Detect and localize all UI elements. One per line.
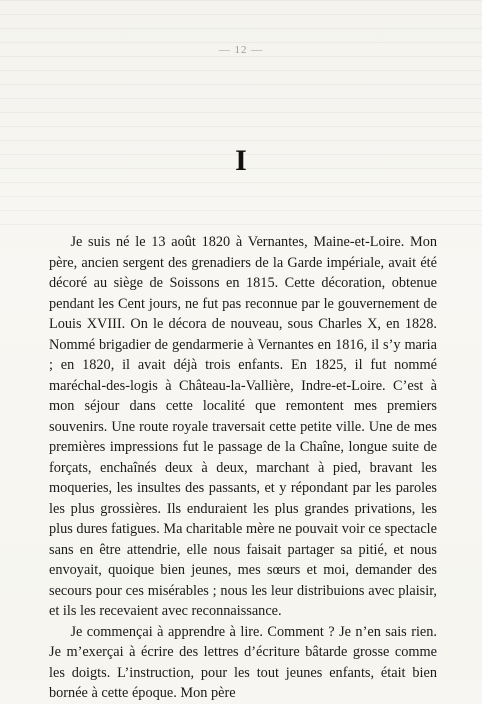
body-text bbox=[49, 232, 437, 704]
show-through-text bbox=[0, 0, 482, 230]
page-number: — 12 — bbox=[218, 44, 264, 56]
chapter-title: I bbox=[235, 144, 247, 177]
paragraph-2: Je commençai à apprendre à lire. Comment ? Je n’en sais rien. Je m’exerçai à écrire des lettres d’écriture bâtarde grosse comme les doigts. L’instruction, pour les tout jeunes enfants, était bien bornée à cette époque. Mon père bbox=[49, 623, 437, 701]
paragraph-1: Je suis né le 13 août 1820 à Vernantes, Maine-et-Loire. Mon père, ancien sergent des grenadiers de la Garde impériale, avait été décoré au siège de Soissons en 1815. Cette décoration, obtenue pendant les Cent jours, ne fut pas reconnue par le gouvernement de Louis XVIII. On le décora de nouveau, sous Charles X, en 1828. Nommé brigadier de gendarmerie à Vernantes en 1816, il s’y maria ; en 1820, il avait déjà trois enfants. En 1825, il fut nommé maréchal-des-logis à Château-la-Vallière, Indre-et-Loire. C’est à mon séjour dans cette localité que remontent mes premiers souvenirs. Une route royale traversait cette petite ville. Une de mes premières impressions fut le passage de la Chaîne, longue suite de forçats, enchaînés deux à deux, marchant à pied, bravant les moqueries, les insultes des passants, et y répondant par les paroles les plus grossières. Ils enduraient les plus grandes privations, les plus dures fatigues. Ma charitable mère ne pouvait voir ce spectacle sans en être attendrie, elle nous faisait partager sa pitié, et nous envoyait, quoique bien jeunes, mes sœurs et moi, demander des secours pour ces misérables ; nous les leur distribuions avec plaisir, et ils les recevaient avec reconnaissance. bbox=[49, 234, 437, 619]
